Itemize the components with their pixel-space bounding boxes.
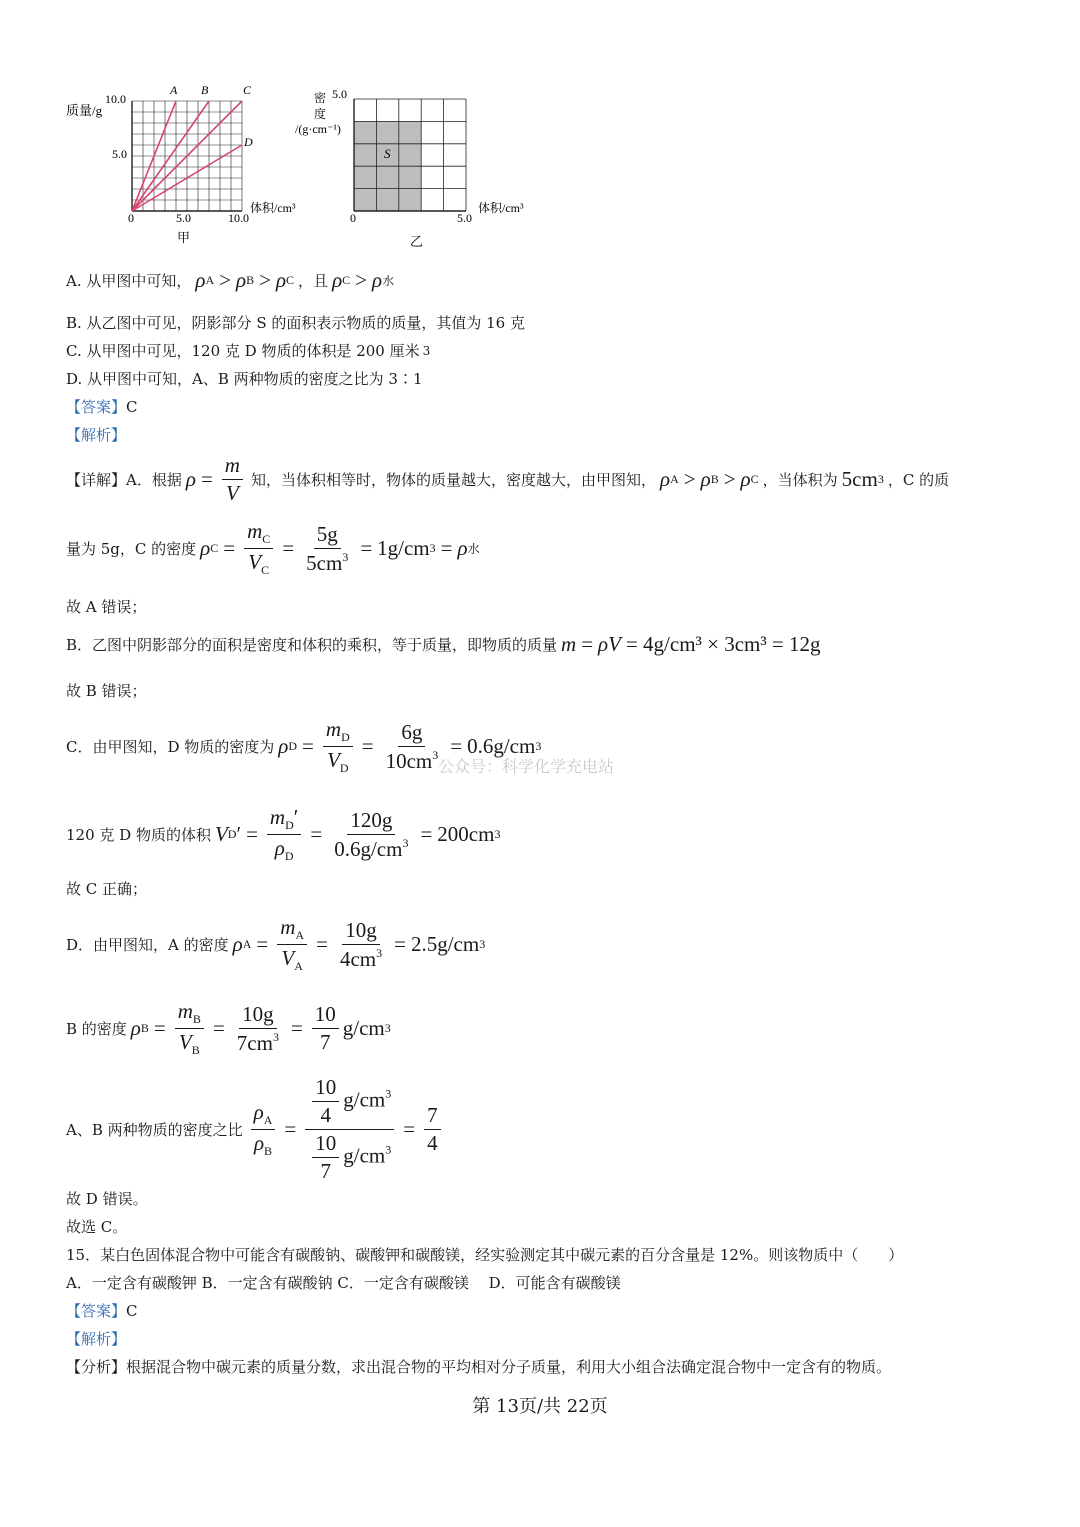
detail-d-ratio-text: A、B 两种物质的密度之比 <box>66 1121 243 1140</box>
formula-rho-b: ρ B = $\frac{m_B}{V_B}$ = $\frac{10g}{7cm^3}$ = $\frac{10}{7}$ g/cm 3 <box>130 999 391 1058</box>
q15-stem-text: 15．某白色固体混合物中可能含有碳酸钠、碳酸钾和碳酸镁，经实验测定其中碳元素的百分含量是 12%。则该物质中（ ） <box>66 1246 904 1264</box>
detail-b-conclusion-text: 故 B 错误； <box>66 682 147 700</box>
jia-line-label-b: B <box>201 83 209 97</box>
q15-answer-value: C <box>126 1301 138 1320</box>
answer-line <box>66 396 138 417</box>
jia-xlabel: 体积/cm³ <box>250 201 296 215</box>
formula-rho-a: ρ A = $\frac{m_A}{V_A}$ = $\frac{10g}{4cm^3}$ = 2.5g/cm 3 <box>232 915 486 974</box>
formula-vol-d: V D ′ = $\frac{m_D'}{\rho_D}$ = $\frac{120g}{0.6g/cm^3}$ = 200cm 3 <box>214 805 501 864</box>
option-a <box>66 268 398 293</box>
detail-c-density-line <box>66 520 484 577</box>
graph-yi <box>280 80 540 250</box>
analysis-tag: 【解析】 <box>66 426 127 444</box>
jia-ytick-top: 10.0 <box>105 92 126 106</box>
formula-mass: m = ρV = 4g/cm³ × 3cm³ = 12g <box>561 632 821 656</box>
detail-d-text: D．由甲图知，A 的密度 <box>66 936 229 955</box>
detail-d-line <box>66 916 489 973</box>
option-c <box>66 340 430 361</box>
detail-a-intro: A．根据 <box>126 471 182 490</box>
yi-ylabel-3: /(g·cm⁻¹) <box>295 122 341 136</box>
detail-d-conclusion-text: 故 D 错误。 <box>66 1190 148 1208</box>
q15-analysis <box>66 1328 126 1349</box>
jia-line-label-d: D <box>244 135 253 149</box>
yi-xtick-zero: 0 <box>350 211 356 225</box>
yi-ytick-top: 5.0 <box>332 87 347 101</box>
detail-c-conclusion-text: 故 C 正确； <box>66 880 148 898</box>
jia-ylabel: 质量/g <box>66 103 103 118</box>
detail-c-line-text: 量为 5g，C 的密度 <box>66 540 197 559</box>
jia-ytick-mid: 5.0 <box>112 147 127 161</box>
detail-b-text: B．乙图中阴影部分的面积是密度和体积的乘积，等于质量，即物质的质量 <box>66 636 558 654</box>
jia-xtick-zero: 0 <box>128 211 134 225</box>
formula-rho-d: ρ D = $\frac{m_D}{V_D}$ = $\frac{6g}{10cm^3}$ = 0.6g/cm 3 <box>278 717 542 776</box>
q15-analysis-tag: 【解析】 <box>66 1330 127 1348</box>
jia-xtick-mid: 5.0 <box>176 211 191 225</box>
answer-tag: 【答案】 <box>66 398 127 416</box>
detail-final-text: 故选 C。 <box>66 1218 128 1236</box>
option-d <box>66 368 423 389</box>
detail-a-vol: 5cm <box>841 467 878 492</box>
jia-line-label-a: A <box>170 83 178 97</box>
jia-caption: 甲 <box>177 230 191 245</box>
option-a-formula: ρ A > ρ B > ρ C <box>195 268 295 292</box>
detail-d-ratio-line <box>66 1076 449 1183</box>
jia-line-label-c: C <box>243 83 252 97</box>
detail-d-b-text: B 的密度 <box>66 1020 127 1039</box>
detail-a-end: ，C 的质 <box>887 471 950 490</box>
detail-c-text: C．由甲图知，D 物质的密度为 <box>66 738 275 757</box>
page-footer: 第 13页/共 22页 <box>472 1396 608 1417</box>
yi-ylabel-1: 密 <box>314 91 327 105</box>
detail-a-mid: 知，当体积相等时，物体的质量越大，密度越大，由甲图知， <box>250 471 656 490</box>
q15-fenxi-tag: 【分析】 <box>66 1358 127 1376</box>
option-a-text: A. 从甲图中可知， <box>66 272 192 290</box>
q15-stem <box>66 1244 903 1265</box>
yi-shade-label: S <box>384 146 391 161</box>
q15-fenxi-text: 根据混合物中碳元素的质量分数，求出混合物的平均相对分子质量，利用大小组合法确定混合物中一定含有的物质。 <box>126 1358 892 1376</box>
watermark: 公众号：科学化学充电站 <box>438 757 615 776</box>
option-b <box>66 312 525 333</box>
answer-value: C <box>126 397 138 416</box>
detail-c-vol-text: 120 克 D 物质的体积 <box>66 826 211 845</box>
option-a-formula-2: ρ C > ρ 水 <box>332 268 395 292</box>
q15-answer <box>66 1300 138 1321</box>
detail-a-line <box>66 454 949 505</box>
formula-volume: 5cm 3 <box>841 467 884 492</box>
detail-c-volume-line <box>66 806 504 863</box>
formula-rho-def: ρ = $\frac{m}{V}$ <box>186 454 247 505</box>
detail-tag: 【详解】 <box>66 471 127 490</box>
formula-rho-order: ρ A > ρ B > ρ C <box>659 467 759 492</box>
q15-options-text: A．一定含有碳酸钾 B．一定含有碳酸钠 C．一定含有碳酸镁 D．可能含有碳酸镁 <box>66 1274 621 1292</box>
formula-ratio: $\frac{\rho_A}{\rho_B}$ = $\frac{10}{4}$ $g/cm^3$ $\frac{10}{7}$ $g/cm^3$ = $\frac{7}{4}$ <box>247 1076 445 1183</box>
q15-options <box>66 1272 621 1293</box>
detail-d-conclusion <box>66 1188 148 1209</box>
option-d-text: D. 从甲图中可知，A、B 两种物质的密度之比为 3∶1 <box>66 370 423 388</box>
detail-b-conclusion <box>66 680 147 701</box>
option-c-text: C. 从甲图中可见，120 克 D 物质的体积是 200 厘米 <box>66 342 420 360</box>
detail-a-conclusion-text: 故 A 错误； <box>66 598 147 616</box>
detail-a-mid2: ，当体积为 <box>762 471 838 490</box>
analysis-tag-line <box>66 424 126 445</box>
yi-ylabel-2: 度 <box>314 107 327 121</box>
option-c-sup: 3 <box>422 343 431 358</box>
formula-rho-c: ρ C = $\frac{m_C}{V_C}$ = $\frac{5g}{5cm^3}$ = 1g/cm 3 = ρ 水 <box>200 519 480 578</box>
detail-b-line <box>66 632 825 657</box>
option-b-text: B. 从乙图中可见，阴影部分 S 的面积表示物质的质量，其值为 16 克 <box>66 314 525 332</box>
yi-caption: 乙 <box>410 234 424 249</box>
detail-c-conclusion <box>66 878 147 899</box>
detail-a-conclusion <box>66 596 146 617</box>
detail-d-b-line <box>66 1000 395 1057</box>
yi-xlabel: 体积/cm³ <box>478 201 524 215</box>
jia-xtick-right: 10.0 <box>228 211 249 225</box>
q15-fenxi <box>66 1356 891 1377</box>
q15-answer-tag: 【答案】 <box>66 1302 127 1320</box>
yi-xtick-right: 5.0 <box>457 211 472 225</box>
formula-mass-value: = 4g/cm³ × 3cm³ = 12g <box>625 632 821 656</box>
option-a-mid: ，且 <box>298 272 329 290</box>
detail-final <box>66 1216 127 1237</box>
